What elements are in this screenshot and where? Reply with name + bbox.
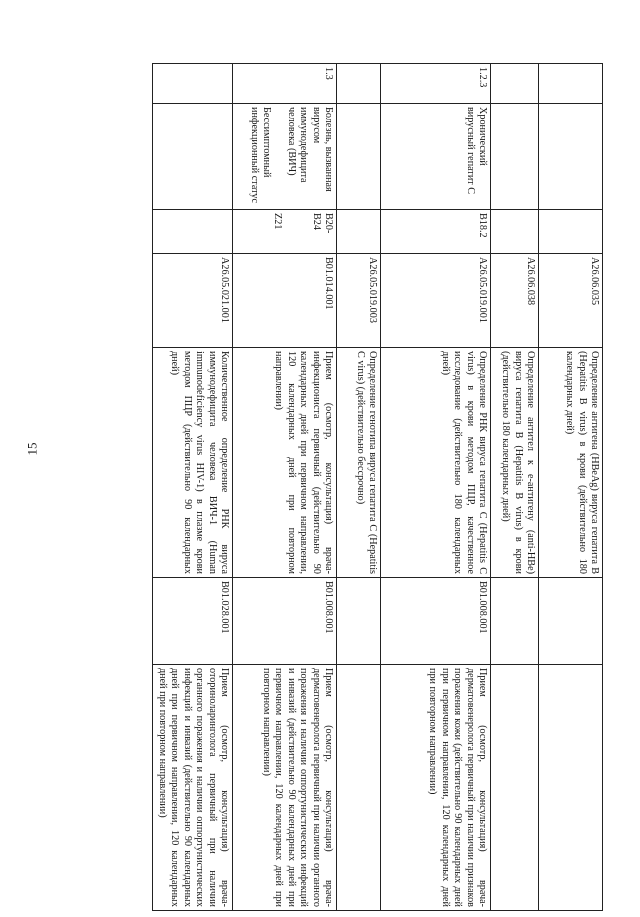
- icd-code: B18.2: [381, 210, 491, 254]
- specialist-code: [491, 578, 539, 665]
- icd-code: [491, 210, 539, 254]
- service-code: B01.014.001: [233, 254, 337, 348]
- row-number: [539, 64, 603, 104]
- service-description: Определение генотипа вируса гепатита C (Hepatitis C virus) (действительно бессрочно): [337, 348, 381, 578]
- service-code: A26.05.021.001: [153, 254, 233, 348]
- disease-name: Хронический вирусный гепатит C: [381, 104, 491, 210]
- disease-name: [337, 104, 381, 210]
- disease-name: [491, 104, 539, 210]
- specialist-description: [491, 665, 539, 911]
- row-number: [491, 64, 539, 104]
- service-description: Определение РНК вируса гепатита C (Hepatitis C virus) в крови методом ПЦР, качественное исследование (действительно 180 календарных дней): [381, 348, 491, 578]
- specialist-code: [539, 578, 603, 665]
- service-description: Прием (осмотр, консультация) врача-инфекциониста первичный (действительно 90 календарных дней при первичном направлении, 120 календарных дней при повторном направлении): [233, 348, 337, 578]
- table-row: [337, 64, 381, 911]
- icd-cell: [233, 210, 337, 254]
- row-number: [337, 64, 381, 104]
- table-row: [491, 64, 539, 911]
- service-description: Определение антигена (HBeAg) вируса гепатита B (Hepatitis B virus) в крови (действительно 180 календарных дней): [539, 348, 603, 578]
- row-number: 1.2.3: [381, 64, 491, 104]
- service-description: Определение антител к e-антигену (anti-HBe) вируса гепатита B (Hepatitis B virus) в крови (действительно 180 календарных дней): [491, 348, 539, 578]
- disease-name: [539, 104, 603, 210]
- specialist-code: B01.008.001: [233, 578, 337, 665]
- disease-cell: [233, 104, 337, 210]
- service-description: Количественное определение РНК вируса иммунодефицита человека ВИЧ-1 (Human immunodeficiency virus HIV-1) в плазме крови методом ПЦР (действительно 90 календарных дней): [153, 348, 233, 578]
- specialist-description: Прием (осмотр, консультация) врача-дерматовенеролога первичный при наличии органного поражения и наличии оппортунистических инфекций и инвазий (действительно 90 календарных дней при первичном направлении, 120 календарных дней при повторном направлении): [233, 665, 337, 911]
- specialist-description: Прием (осмотр, консультация) врача-оториноларинголога первичный при наличии органного поражения и наличии оппортунистических инфекций и инвазий (действительно 90 календарных дней при первичном направлении, 120 календарных дней при повторном направлении): [153, 665, 233, 911]
- icd-code: [539, 210, 603, 254]
- rotated-table-container: [156, 63, 603, 910]
- row-number: 1.3: [233, 64, 337, 104]
- disease-name: Болезнь, вызванная вирусом иммунодефицита человека (ВИЧ): [285, 107, 334, 192]
- icd-code: [153, 210, 233, 254]
- icd-subcode: Z21: [272, 213, 284, 230]
- specialist-description: [337, 665, 381, 911]
- table-row: [233, 64, 337, 911]
- disease-name: [153, 104, 233, 210]
- row-number: [153, 64, 233, 104]
- icd-code: [337, 210, 381, 254]
- service-code: A26.06.035: [539, 254, 603, 348]
- services-table: [152, 63, 603, 911]
- service-code: A26.05.019.001: [381, 254, 491, 348]
- specialist-description: [539, 665, 603, 911]
- table-row: [381, 64, 491, 911]
- table-row: [539, 64, 603, 911]
- specialist-code: [337, 578, 381, 665]
- icd-code: B20-B24: [310, 213, 334, 234]
- service-code: A26.05.019.003: [337, 254, 381, 348]
- specialist-description: Прием (осмотр, консультация) врача-дерматовенеролога первичный при наличии признаков поражения кожи (действительно 90 календарных дней при первичном направлении, 120 календарных дней при повторном направлении): [381, 665, 491, 911]
- page-number: 15: [24, 442, 40, 456]
- table-row: [153, 64, 233, 911]
- service-code: A26.06.038: [491, 254, 539, 348]
- specialist-code: B01.028.001: [153, 578, 233, 665]
- specialist-code: B01.008.001: [381, 578, 491, 665]
- disease-subname: Бессимптомный инфекционный статус: [248, 107, 273, 204]
